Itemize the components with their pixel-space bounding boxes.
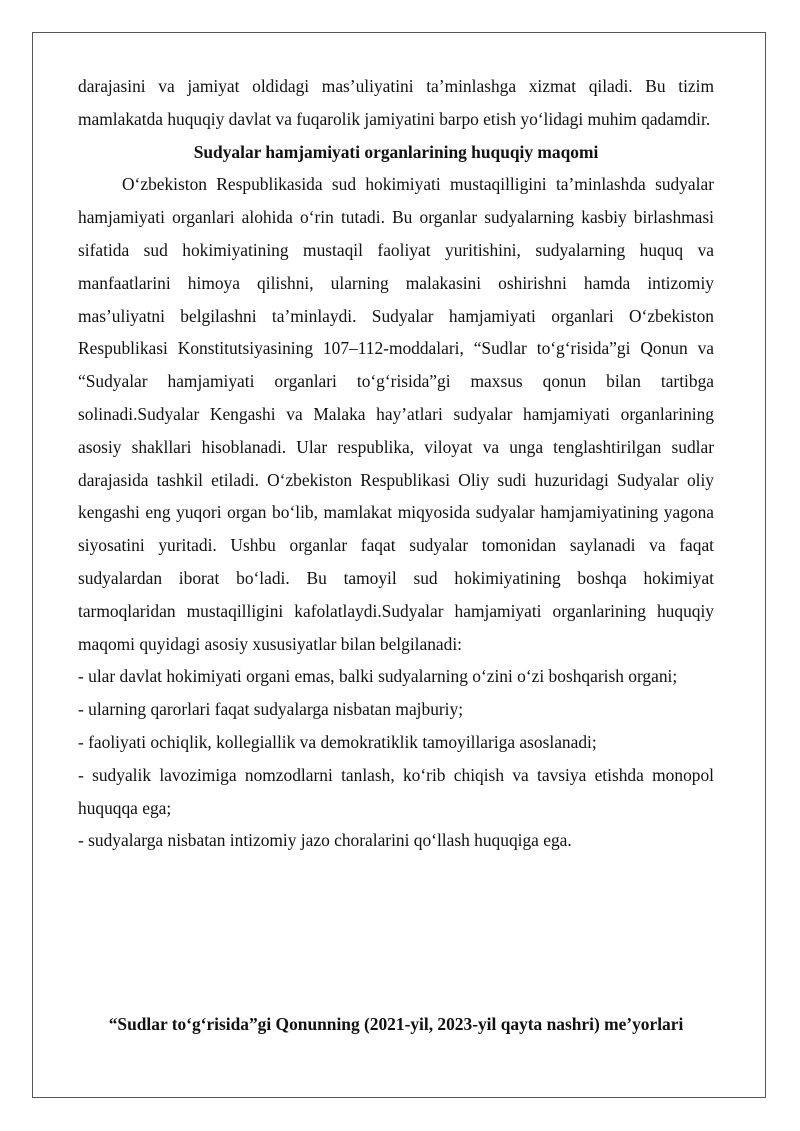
list-item: - faoliyati ochiqlik, kollegiallik va demokratiklik tamoyillariga asoslanadi;: [78, 731, 597, 752]
section-heading: Sudyalar hamjamiyati organlarining huquqiy maqomi: [193, 141, 599, 162]
main-paragraph: O‘zbekiston Respublikasida sud hokimiyati mustaqilligini ta’minlashda sudyalar hamjamiyati organlari alohida o‘rin tutadi. Bu organlar sudyalarning kasbiy birlashmasi sifatida sud hokimiyatining mustaqil faoliyat yuritishini, sudyalarning huquq va manfaatlarini himoya qilishni, ularning malakasini oshirishni hamda intizomiy mas’uliyatni belgilashni ta’minlaydi. Sudyalar hamjamiyati organlari O‘zbekiston Respublikasi Konstitutsiyasining 107–112-moddalari, “Sudlar to‘g‘risida”gi Qonun va “Sudyalar hamjamiyati organlari to‘g‘risida”gi maxsus qonun bilan tartibga solinadi.Sudyalar Kengashi va Malaka hay’atlari sudyalar hamjamiyati organlarining asosiy shakllari hisoblanadi. Ular respublika, viloyat va unga tenglashtirilgan sudlar darajasida tashkil etiladi. O‘zbekiston Respublikasi Oliy sudi huzuridagi Sudyalar oliy kengashi eng yuqori organ bo‘lib, mamlakat miqyosida sudyalar hamjamiyatining yagona siyosatini yuritadi. Ushbu organlar faqat sudyalar tomonidan saylanadi va faqat sudyalardan iborat bo‘ladi. Bu tamoyil sud hokimiyatining boshqa hokimiyat tarmoqlaridan mustaqilligini kafolatlaydi.Sudyalar hamjamiyati organlarining huquqiy maqomi quyidagi asosiy xususiyatlar bilan belgilanadi:: [78, 174, 714, 654]
list-item: - ular davlat hokimiyati organi emas, balki sudyalarning o‘zini o‘zi boshqarish organi;: [78, 666, 678, 687]
list-item: - sudyalik lavozimiga nomzodlarni tanlash, ko‘rib chiqish va tavsiya etishda monopol huquqqa ega;: [78, 764, 714, 818]
next-section-title: “Sudlar to‘g‘risida”gi Qonunning (2021-yil, 2023-yil qayta nashri) me’yorlari: [108, 1014, 684, 1034]
document-body: [78, 70, 714, 857]
list-item: - sudyalarga nisbatan intizomiy jazo choralarini qo‘llash huquqiga ega.: [78, 830, 572, 851]
intro-paragraph: darajasini va jamiyat oldidagi mas’uliyatini ta’minlashga xizmat qiladi. Bu tizim mamlakatda huquqiy davlat va fuqarolik jamiyatini barpo etish yo‘lidagi muhim qadamdir.: [78, 76, 714, 129]
list-item: - ularning qarorlari faqat sudyalarga nisbatan majburiy;: [78, 699, 464, 720]
